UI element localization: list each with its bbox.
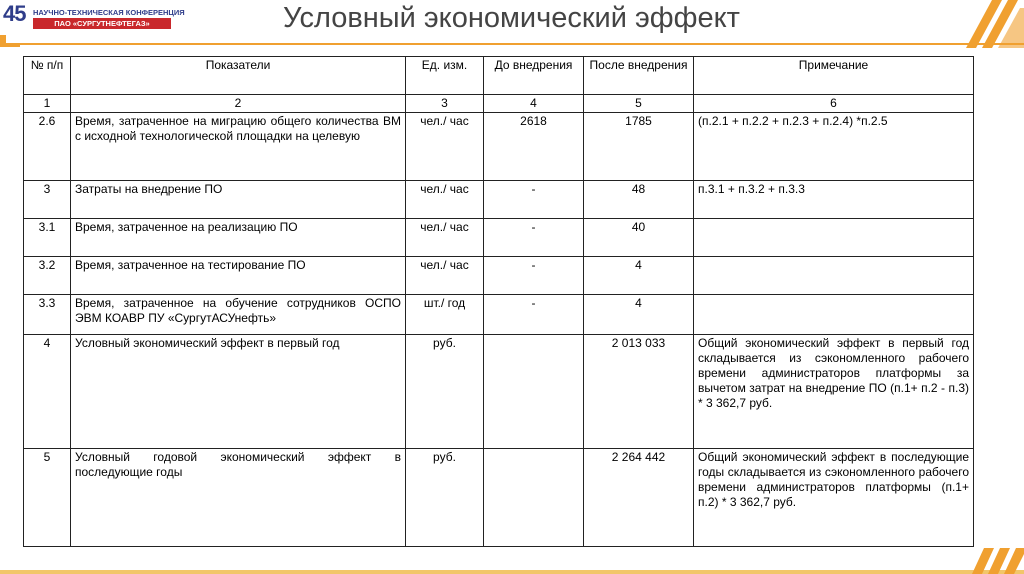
row-indicator: Условный годовой экономический эффект в последующие годы [71, 449, 406, 547]
row-after: 40 [584, 219, 694, 257]
row-before: 2618 [484, 113, 584, 181]
header-num: № п/п [24, 57, 71, 95]
row-before: - [484, 219, 584, 257]
row-note [694, 257, 974, 295]
logo-number: 45 [3, 1, 26, 26]
row-unit: руб. [406, 449, 484, 547]
row-num: 3 [24, 181, 71, 219]
column-number: 4 [484, 95, 584, 113]
row-num: 3.3 [24, 295, 71, 335]
row-num: 3.2 [24, 257, 71, 295]
column-number: 6 [694, 95, 974, 113]
row-before [484, 449, 584, 547]
column-number: 3 [406, 95, 484, 113]
row-after: 2 264 442 [584, 449, 694, 547]
row-note [694, 295, 974, 335]
row-num: 5 [24, 449, 71, 547]
row-before: - [484, 181, 584, 219]
row-indicator: Время, затраченное на обучение сотрудников ОСПО ЭВМ КОАВР ПУ «СургутАСУнефть» [71, 295, 406, 335]
row-num: 3.1 [24, 219, 71, 257]
column-number: 1 [24, 95, 71, 113]
row-before [484, 335, 584, 449]
row-unit: шт./ год [406, 295, 484, 335]
row-indicator: Время, затраченное на тестирование ПО [71, 257, 406, 295]
header-after: После внедрения [584, 57, 694, 95]
header-divider [0, 43, 1024, 45]
row-note: (п.2.1 + п.2.2 + п.2.3 + п.2.4) *п.2.5 [694, 113, 974, 181]
top-right-decoration-icon [962, 0, 1024, 48]
row-note [694, 219, 974, 257]
page-title: Условный экономический эффект [283, 2, 740, 34]
column-number-row [24, 95, 974, 113]
column-number: 5 [584, 95, 694, 113]
row-after: 4 [584, 257, 694, 295]
table-row [24, 335, 974, 449]
row-indicator: Условный экономический эффект в первый год [71, 335, 406, 449]
conference-logo [3, 1, 185, 33]
row-before: - [484, 295, 584, 335]
row-unit: руб. [406, 335, 484, 449]
table-header-row [24, 57, 974, 95]
row-unit: чел./ час [406, 181, 484, 219]
row-after: 48 [584, 181, 694, 219]
row-num: 4 [24, 335, 71, 449]
row-after: 1785 [584, 113, 694, 181]
column-number: 2 [71, 95, 406, 113]
logo-line-1: НАУЧНО-ТЕХНИЧЕСКАЯ КОНФЕРЕНЦИЯ [33, 8, 185, 17]
table-row [24, 449, 974, 547]
row-indicator: Затраты на внедрение ПО [71, 181, 406, 219]
row-indicator: Время, затраченное на реализацию ПО [71, 219, 406, 257]
footer-band [0, 570, 1024, 574]
table-row [24, 113, 974, 181]
row-unit: чел./ час [406, 257, 484, 295]
header-before: До внедрения [484, 57, 584, 95]
header-note: Примечание [694, 57, 974, 95]
row-note: п.3.1 + п.3.2 + п.3.3 [694, 181, 974, 219]
row-note: Общий экономический эффект в последующие годы складывается из сэкономленного рабочего времени администраторов платформы (п.1+ п.2) * 3 362,7 руб. [694, 449, 974, 547]
row-num: 2.6 [24, 113, 71, 181]
table-row [24, 181, 974, 219]
row-unit: чел./ час [406, 113, 484, 181]
table-row [24, 295, 974, 335]
row-unit: чел./ час [406, 219, 484, 257]
logo-line-2: ПАО «СУРГУТНЕФТЕГАЗ» [33, 18, 171, 29]
row-note: Общий экономический эффект в первый год складывается из сэкономленного рабочего времени администраторов платформы за вычетом затрат на внедрение ПО (п.1+ п.2 - п.3) * 3 362,7 руб. [694, 335, 974, 449]
header-indicator: Показатели [71, 57, 406, 95]
header-unit: Ед. изм. [406, 57, 484, 95]
row-after: 4 [584, 295, 694, 335]
row-indicator: Время, затраченное на миграцию общего количества ВМ с исходной технологической площадки на целевую [71, 113, 406, 181]
table-row [24, 219, 974, 257]
economic-effect-table [23, 56, 974, 547]
row-after: 2 013 033 [584, 335, 694, 449]
row-before: - [484, 257, 584, 295]
bottom-right-decoration-icon [960, 548, 1024, 574]
table-row [24, 257, 974, 295]
